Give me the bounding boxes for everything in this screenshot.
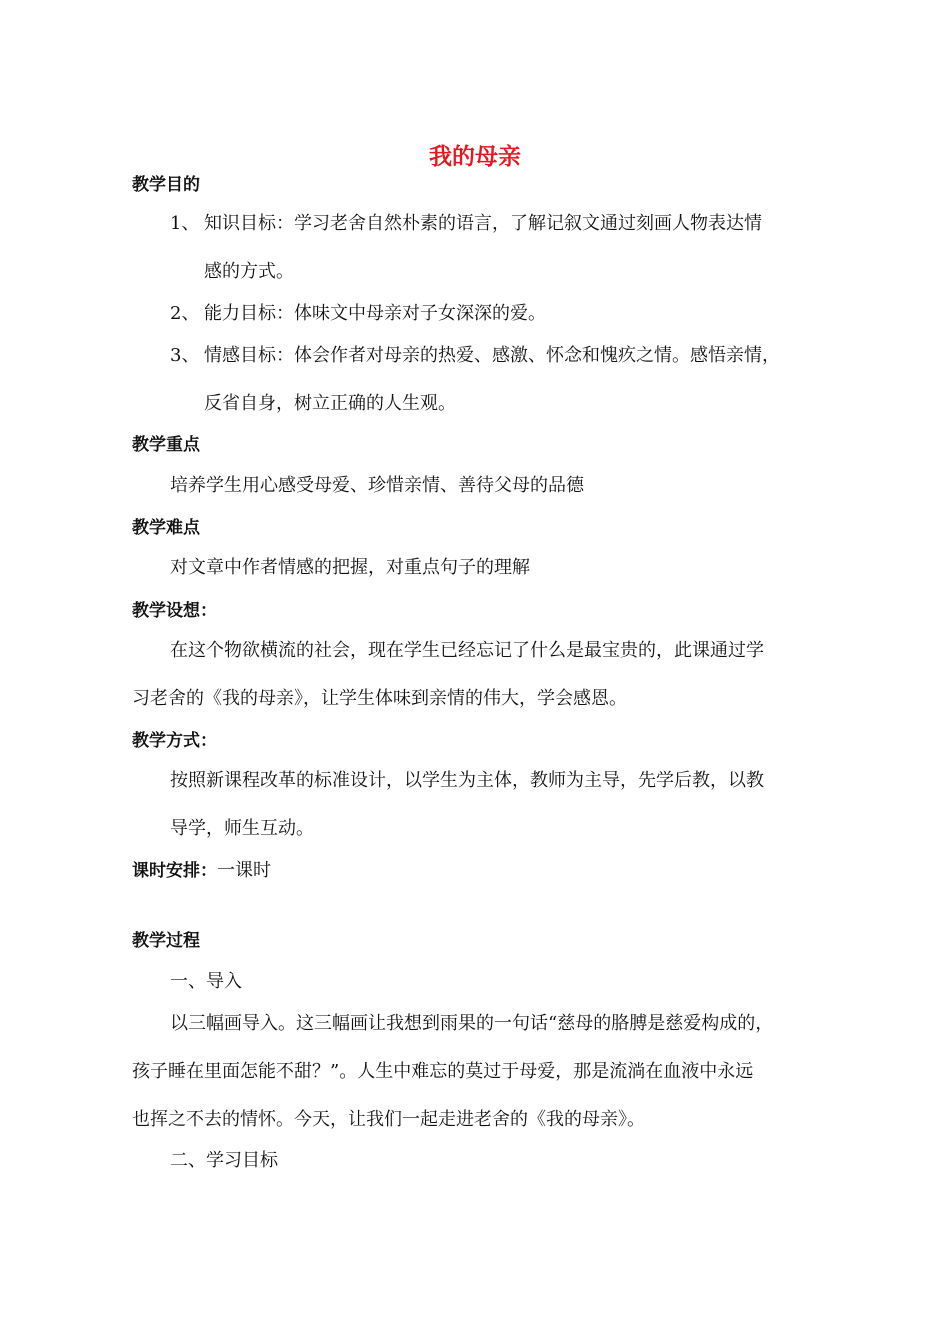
method-text-line-2: 导学，师生互动。 [170, 818, 314, 839]
difficulties-text: 对文章中作者情感的把握，对重点句子的理解 [170, 557, 530, 578]
process-heading: 教学过程 [132, 931, 200, 951]
objective-text-3: 情感目标：体会作者对母亲的热爱、感激、怀念和愧疚之情。感悟亲情， [204, 345, 780, 366]
process-step-1-line-1: 以三幅画导入。这三幅画让我想到雨果的一句话“慈母的胳膊是慈爱构成的， [170, 1013, 774, 1034]
objective-item-3-continued: 反省自身，树立正确的人生观。 [204, 393, 456, 414]
objective-text-2: 能力目标：体味文中母亲对子女深深的爱。 [204, 303, 546, 324]
objective-text-1: 知识目标：学习老舍自然朴素的语言，了解记叙文通过刻画人物表达情 [204, 213, 762, 234]
method-heading: 教学方式： [132, 731, 217, 751]
concept-text-line-1: 在这个物欲横流的社会，现在学生已经忘记了什么是最宝贵的，此课通过学 [170, 640, 764, 661]
objectives-heading: 教学目的 [132, 175, 200, 195]
key-points-text: 培养学生用心感受母爱、珍惜亲情、善待父母的品德 [170, 475, 584, 496]
key-points-heading: 教学重点 [132, 435, 200, 455]
concept-text-line-2: 习老舍的《我的母亲》，让学生体味到亲情的伟大，学会感恩。 [132, 688, 627, 709]
objective-number-2: 2、 [170, 303, 200, 324]
process-step-1-title: 一、导入 [170, 971, 242, 992]
document-title: 我的母亲 [429, 144, 521, 170]
method-text-line-1: 按照新课程改革的标准设计，以学生为主体，教师为主导，先学后教，以教 [170, 770, 764, 791]
process-step-1-line-2: 孩子睡在里面怎能不甜？”。人生中难忘的莫过于母爱，那是流淌在血液中永远 [132, 1061, 754, 1082]
schedule-heading: 课时安排： [132, 861, 217, 881]
concept-heading: 教学设想： [132, 601, 217, 621]
objective-number-3: 3、 [170, 345, 200, 366]
difficulties-heading: 教学难点 [132, 518, 200, 538]
process-step-1-line-3: 也挥之不去的情怀。今天，让我们一起走进老舍的《我的母亲》。 [132, 1109, 645, 1130]
objective-item-1-continued: 感的方式。 [204, 261, 294, 282]
objective-item-3 [170, 344, 780, 368]
schedule-value: 一课时 [217, 860, 271, 881]
process-step-2-title: 二、学习目标 [170, 1150, 278, 1171]
objective-item-2 [170, 302, 546, 326]
schedule-row [132, 859, 271, 883]
objective-item-1 [170, 212, 762, 236]
objective-number-1: 1、 [170, 213, 200, 234]
